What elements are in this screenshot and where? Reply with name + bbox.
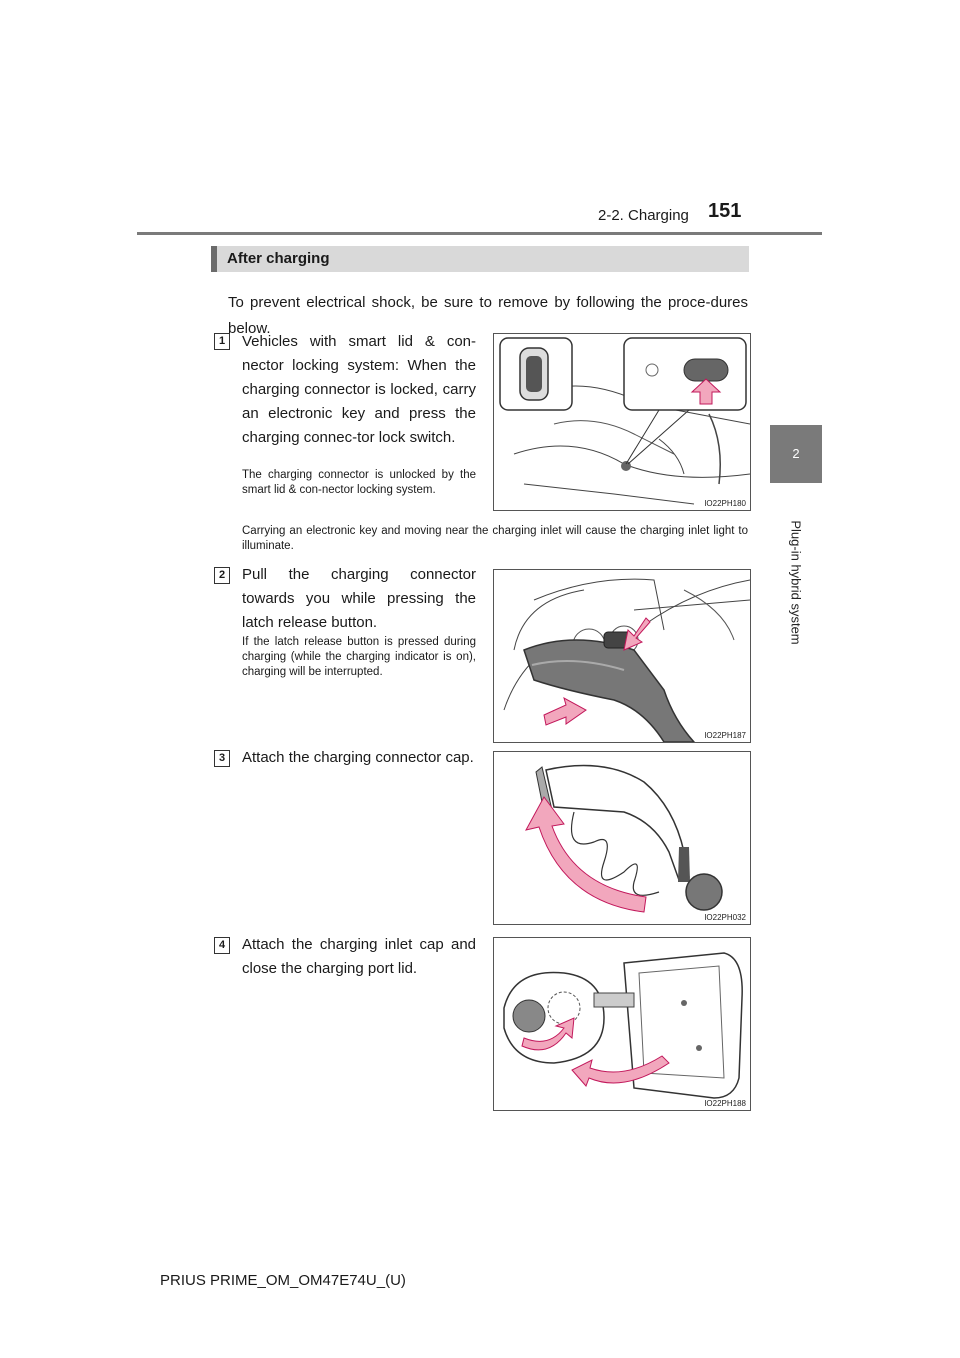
intro-paragraph: To prevent electrical shock, be sure to remove by following the proce-dures below. — [228, 294, 748, 337]
step-1-text: Vehicles with smart lid & con-nector locking system: When the charging connector is locked, carry an electronic key and press the charging connec-tor lock switch. — [242, 333, 476, 446]
header-rule — [137, 232, 822, 235]
figure-code: IO22PH188 — [704, 1099, 746, 1108]
figure-connector-cap — [493, 751, 751, 925]
figure-code: IO22PH032 — [704, 913, 746, 922]
figure-connector-lock-switch — [493, 333, 751, 511]
figure-code: IO22PH180 — [704, 499, 746, 508]
illustration-connector-cap — [494, 752, 750, 924]
illustration-pull-connector — [494, 570, 750, 742]
figure-code: IO22PH187 — [704, 731, 746, 740]
footer-manual-id: PRIUS PRIME_OM_OM47E74U_(U) — [160, 1272, 406, 1289]
header-section-title: 2-2. Charging — [598, 207, 689, 224]
step-2-note: If the latch release button is pressed during charging (while the charging indicator is on), charging will be interrupted. — [242, 636, 476, 678]
page-number: 151 — [708, 200, 742, 222]
step-3-text: Attach the charging connector cap. — [242, 749, 474, 766]
chapter-tab-number: 2 — [770, 425, 822, 483]
step-number-3: 3 — [214, 750, 230, 767]
illustration-close-lid — [494, 938, 750, 1110]
step-number-1: 1 — [214, 333, 230, 350]
step-2-text: Pull the charging connector towards you while pressing the latch release button. — [242, 566, 476, 631]
illustration-lock-switch — [494, 334, 750, 510]
section-title: After charging — [227, 250, 330, 267]
figure-pull-connector — [493, 569, 751, 743]
step-4-text: Attach the charging inlet cap and close the charging port lid. — [242, 936, 476, 977]
step-1-note: The charging connector is unlocked by the smart lid & con-nector locking system. — [242, 469, 476, 496]
step-number-4: 4 — [214, 937, 230, 954]
section-heading-bar — [211, 246, 749, 272]
step-1-wide-note: Carrying an electronic key and moving near the charging inlet will cause the charging inlet light to illuminate. — [242, 525, 748, 552]
step-number-2: 2 — [214, 567, 230, 584]
figure-close-port-lid — [493, 937, 751, 1111]
chapter-tab-label: Plug-in hybrid system — [788, 520, 804, 645]
